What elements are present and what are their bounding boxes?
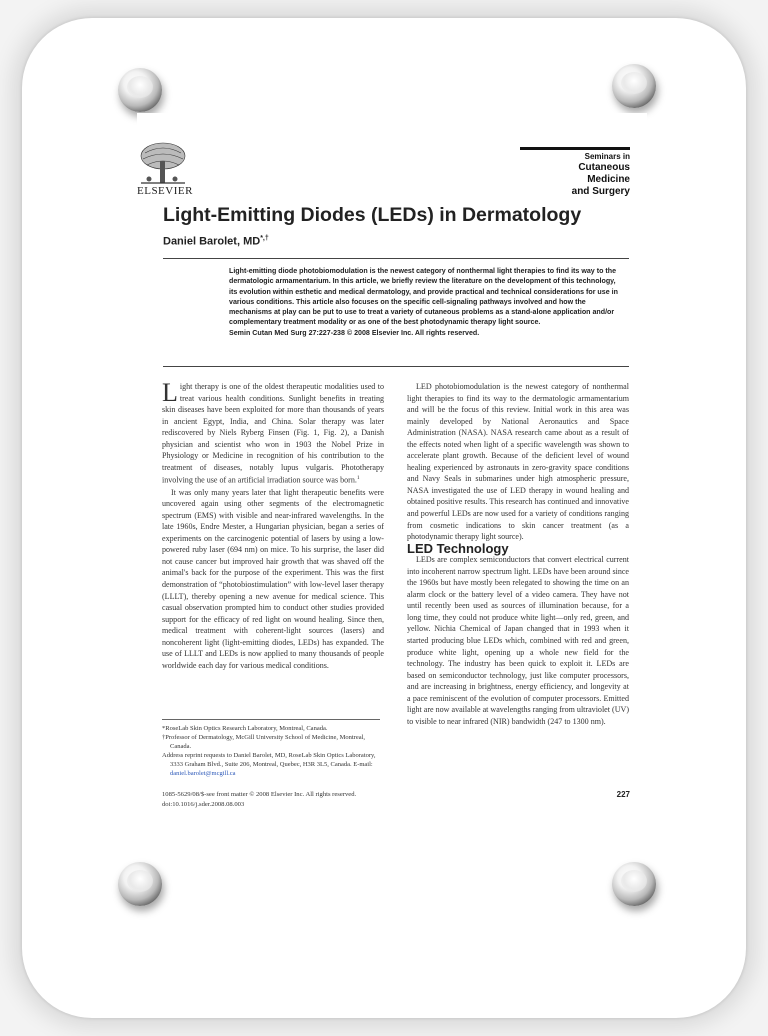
journal-line-1: Seminars in — [584, 152, 630, 161]
pushpin-bottom-left — [118, 862, 162, 906]
article-title: Light-Emitting Diodes (LEDs) in Dermatology — [163, 204, 582, 226]
reference-mark: 1 — [356, 475, 360, 482]
journal-line-2: Cutaneous — [578, 162, 630, 173]
pushpin-top-left — [118, 68, 162, 112]
body-paragraph: Light therapy is one of the oldest therapeutic modalities used to treat various health conditions. Sunlight benefits in treating skin diseases have been exploited for more than thousands of years in ancient Egypt, India, and China. Solar therapy was later rediscovered by Niels Ryberg Finsen (Fig. 1, Fig. 2), a Danish physician and scientist who won in 1903 the Nobel Prize in Physiology or Medicine in recognition of his contribution to the treatment of diseases, notably lupus vulgaris. Phototherapy involving the use of an artificial irradiation source was born.$^1$ — [162, 378, 384, 486]
page-number: 227 — [616, 790, 630, 799]
section-heading: LED Technology — [407, 540, 509, 556]
pushpin-top-right — [612, 64, 656, 108]
copyright-line: 1085-5629/08/$-see front matter © 2008 Elsevier Inc. All rights reserved. — [162, 791, 357, 798]
drop-cap: L — [162, 378, 178, 407]
publisher-logo — [137, 141, 189, 211]
title-rule — [163, 258, 629, 259]
abstract — [229, 266, 625, 338]
doi-line: doi:10.1016/j.sder.2008.08.003 — [162, 801, 245, 808]
page-footer — [162, 790, 356, 810]
publisher-name: ELSEVIER — [137, 185, 193, 197]
abstract-rule — [163, 366, 629, 367]
body-column-left — [162, 378, 384, 671]
footnote: †Professor of Dermatology, McGill University School of Medicine, Montreal, Canada. — [162, 734, 366, 750]
journal-line-4: and Surgery — [571, 186, 630, 197]
author-affiliation-marks: *,† — [260, 235, 269, 242]
journal-name — [520, 147, 630, 198]
tree-logo-icon — [137, 141, 189, 187]
article-page — [137, 113, 647, 849]
abstract-text: Light-emitting diode photobiomodulation is the newest category of nonthermal light therapies to find its way to the dermatologic armamentarium. In this article, we briefly review the literature on the development of this technology, its evolution within esthetic and medical dermatology, and provide practical and technical considerations for use in various conditions. This article also focuses on the specific cell-signaling pathways involved and how the mechanisms at play can be put to use to treat a variety of cutaneous problems as a stand-alone application and/or complementary treatment modality or as one of the best photodynamic therapy light source. — [229, 267, 618, 327]
footnote: *RoseLab Skin Optics Research Laboratory, Montreal, Canada. — [162, 725, 328, 732]
citation: Semin Cutan Med Surg 27:227-238 © 2008 Elsevier Inc. All rights reserved. — [229, 328, 480, 337]
body-paragraph: LED photobiomodulation is the newest category of nonthermal light therapies to find its way to the dermatologic armamentarium and will be the focus of this review. Initial work in this area was mainly developed by National Aeronautics and Space Administration (NASA). NASA research came about as a result of the effects noted when light of a specific wavelength was shown to accelerate plant growth. Because of the deficient level of wound healing experienced by astronauts in zero-gravity space conditions and Navy Seals in submarines under high atmospheric pressure, NASA investigated the use of LED therapy in wound healing and obtained positive results. This research has continued and innovative and powerful LEDs are now used for a variety of conditions ranging from cosmetic indications to skin cancer treatment (as a photodynamic therapy light source). — [407, 382, 629, 542]
body-column-right — [407, 381, 629, 727]
email-link[interactable]: daniel.barolet@mcgill.ca — [170, 770, 236, 777]
author-name: Daniel Barolet, MD — [163, 235, 261, 248]
body-paragraph: LEDs are complex semiconductors that convert electrical current into incoherent narrow spectrum light. LEDs have been around since the 1960s but have mostly been relegated to showing the time on an alarm clock or the battery level of a video camera. They have not until recently been used as sources of illumination because, for a long time, they could not produce white light—only red, green, and yellow. Nichia Chemical of Japan changed that in 1993 when it started producing blue LEDs which, combined with red and green, produce white light, opening up a whole new field for the technology. The industry has been quick to exploit it. LEDs are based on semiconductor technology, just like computer processors, and are increasing in brightness, energy efficiency, and longevity at a pace reminiscent of the evolution of computer processors. Emitted light are now available at wavelengths ranging from ultraviolet (UV) to visible to near infrared (NIR) bandwidth (247 to 1300 nm). — [407, 555, 629, 726]
article-author — [163, 235, 269, 248]
journal-line-3: Medicine — [587, 174, 630, 185]
footnote: Address reprint requests to Daniel Barolet, MD, RoseLab Skin Optics Laboratory, 3333 Graham Blvd., Suite 206, Montreal, Quebec, H3R 3L5, Canada. E-mail: daniel.barolet@mcgill.ca — [162, 752, 376, 777]
footnotes — [162, 719, 380, 778]
body-paragraph: It was only many years later that light therapeutic benefits were uncovered again using other segments of the electromagnetic spectrum (EMS) with visible and near-infrared wavelengths. In the late 1960s, Endre Mester, a Hungarian physician, began a series of experiments on the carcinogenic potential of lasers by using a low-powered ruby laser (694 nm) on mice. To his surprise, the laser did not cause cancer but improved hair growth that was shaved off the animal's back for the purpose of the experiment. This was the first demonstration of “photobiostimulation” with low-level laser therapy (LLLT), thereby opening a new avenue for medical science. This casual observation prompted him to conduct other studies provided support for the efficacy of red light on wound healing. Since then, medical treatment with coherent-light sources (lasers) and noncoherent light (light-emitting diodes, LEDs) has expanded. The use of LLLT and LEDs is now applied to many thousands of people worldwide each day for various medical conditions. — [162, 487, 384, 670]
pushpin-bottom-right — [612, 862, 656, 906]
